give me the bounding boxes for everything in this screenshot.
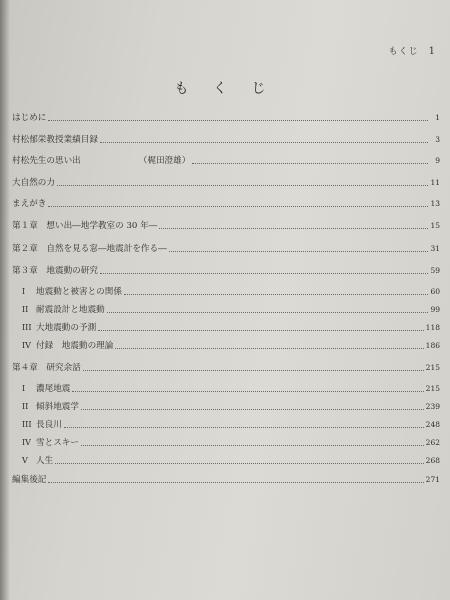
toc-label: 村松先生の思い出 [12,156,81,166]
toc-page: 15 [430,221,440,230]
toc-label: 長良川 [36,420,62,430]
toc-page: 3 [435,135,440,144]
toc-page: 1 [435,113,440,122]
toc-entry [12,155,440,167]
dot-leader [57,184,428,186]
toc-page: 271 [425,475,440,484]
toc-page: 215 [425,363,440,372]
dot-leader [98,329,424,331]
toc-page: 262 [425,438,440,447]
toc-subentry [22,304,440,316]
toc-page: 239 [425,402,440,411]
toc-subentry [22,437,440,449]
toc-page: 13 [430,199,440,208]
toc-label: 大自然の力 [12,178,55,188]
toc-entry [12,265,440,277]
toc-roman: V [22,456,28,465]
dot-leader [124,293,428,295]
running-head [389,44,436,57]
dot-leader [48,119,428,121]
toc-author: （梶田澄雄） [138,156,191,166]
dot-leader [81,444,424,446]
toc-page: 31 [430,244,440,253]
toc-label: 第１章 想い出―地学教室の 30 年― [12,221,158,231]
toc-roman: II [22,305,29,314]
toc-page: 59 [430,266,440,275]
dot-leader [107,311,428,313]
running-head-text: もくじ [388,47,419,57]
toc-page: 99 [430,305,440,314]
dot-leader [83,369,424,371]
toc-page: 186 [425,341,440,350]
toc-page: 11 [430,178,440,187]
toc-entry [12,220,440,232]
toc-page: 215 [425,384,440,393]
toc-entry [12,243,440,255]
toc-label: 濃尾地震 [36,384,71,394]
toc-subentry [22,286,440,298]
page-title: も く じ [174,81,276,97]
dot-leader [100,272,428,274]
toc-page: 268 [425,456,440,465]
toc-page: 118 [425,323,440,332]
toc-page: 9 [435,156,440,165]
toc-label: 編集後記 [12,475,47,485]
dot-leader [169,250,428,252]
dot-leader [81,408,424,410]
toc-subentry [22,383,440,395]
toc-label: 地震動と被害との関係 [36,287,122,297]
toc-roman: IV [22,341,31,350]
toc-entry [12,198,440,210]
dot-leader [72,390,423,392]
toc-page: 248 [425,420,440,429]
dot-leader [64,426,424,428]
toc-roman: III [22,323,32,332]
toc-label: まえがき [12,199,47,209]
toc-label: 傾斜地震学 [36,402,79,412]
toc-label: 大地震動の予測 [36,323,97,333]
dot-leader [55,462,423,464]
toc-entry [12,474,440,486]
toc-entry [12,177,440,189]
dot-leader [48,205,428,207]
dot-leader [115,347,423,349]
toc-label: 耐震設計と地震動 [36,305,105,315]
dot-leader [159,227,428,229]
toc-subentry [22,340,440,352]
toc-label: 付録 地震動の理論 [36,341,114,351]
toc-label: 第４章 研究余話 [12,363,81,373]
toc-label: はじめに [12,113,47,123]
toc-subentry [22,322,440,334]
toc-subentry [22,455,440,467]
dot-leader [48,481,423,483]
toc-entry [12,362,440,374]
toc-subentry [22,419,440,431]
toc-entry [12,112,440,124]
toc-label: 雪とスキー [36,438,79,448]
toc-page: 60 [430,287,440,296]
toc-label: 第３章 地震動の研究 [12,266,98,276]
toc-roman: I [22,287,26,296]
toc-roman: II [22,402,29,411]
dot-leader [100,141,428,143]
toc-label: 人生 [36,456,54,466]
toc-roman: I [22,384,26,393]
toc-subentry [22,401,440,413]
toc-roman: IV [22,438,31,447]
toc-roman: III [22,420,32,429]
toc-label: 村松郁栄教授業績目録 [12,135,98,145]
running-head-page: 1 [428,46,436,57]
dot-leader [192,162,428,164]
toc-label: 第２章 自然を見る窓―地震計を作る― [12,244,167,254]
toc-entry [12,134,440,146]
